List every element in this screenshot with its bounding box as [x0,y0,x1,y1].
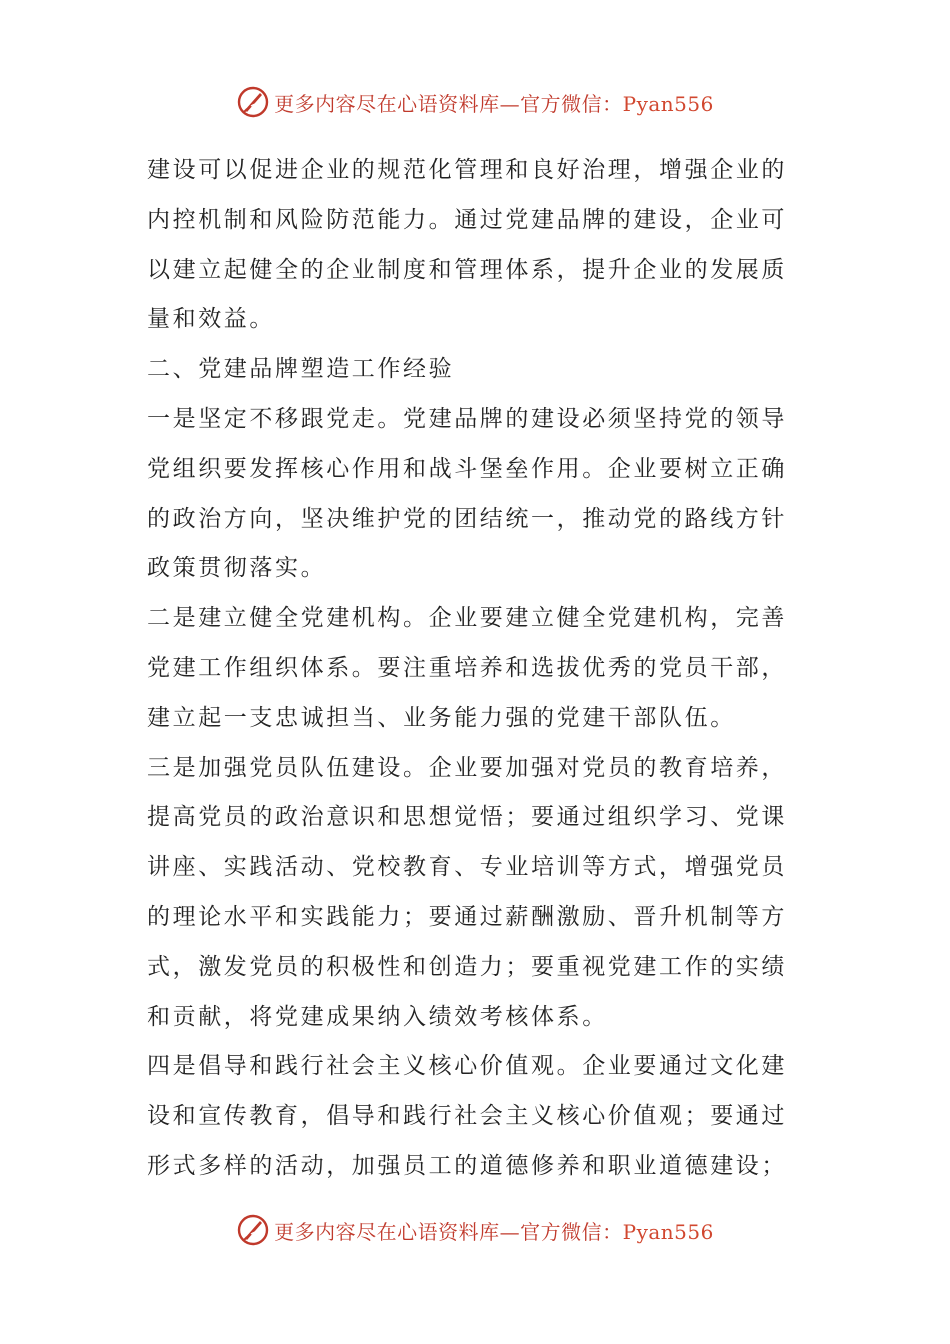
quill-logo-icon [236,1213,270,1247]
text-line: 量和效益。 [147,306,275,333]
text-line: 形式多样的活动，加强员工的道德修养和职业道德建设； [147,1152,787,1179]
text-line: 讲座、实践活动、党校教育、专业培训等方式，增强党员 [147,854,787,881]
text-line: 设和宣传教育，倡导和践行社会主义核心价值观；要通过 [147,1103,787,1130]
banner-slogan: 更多内容尽在心语资料库—官方微信： [274,1219,623,1244]
document-body [147,146,807,1192]
text-line: 建立起一支忠诚担当、业务能力强的党建干部队伍。 [147,704,736,731]
text-line: 三是加强党员队伍建设。企业要加强对党员的教育培养， [147,754,787,781]
section-heading: 二、党建品牌塑造工作经验 [147,356,455,383]
text-line: 党建工作组织体系。要注重培养和选拔优秀的党员干部， [147,654,787,681]
quill-logo-icon [236,85,270,119]
text-line: 提高党员的政治意识和思想觉悟；要通过组织学习、党课 [147,804,787,831]
banner-text [274,88,714,117]
text-line: 政策贯彻落实。 [147,555,327,582]
text-line: 和贡献，将党建成果纳入绩效考核体系。 [147,1003,608,1030]
header-banner [0,82,950,122]
text-line: 式，激发党员的积极性和创造力；要重视党建工作的实绩 [147,953,787,980]
text-line: 内控机制和风险防范能力。通过党建品牌的建设，企业可 [147,206,787,233]
text-line: 二是建立健全党建机构。企业要建立健全党建机构，完善 [147,605,787,632]
text-line: 以建立起健全的企业制度和管理体系，提升企业的发展质 [147,256,787,283]
footer-banner [0,1210,950,1250]
text-line: 的政治方向，坚决维护党的团结统一，推动党的路线方针 [147,505,787,532]
text-line: 四是倡导和践行社会主义核心价值观。企业要通过文化建 [147,1053,787,1080]
text-line: 一是坚定不移跟党走。党建品牌的建设必须坚持党的领导 [147,405,787,432]
wechat-id: Pyan556 [622,91,714,116]
text-line: 的理论水平和实践能力；要通过薪酬激励、晋升机制等方 [147,903,787,930]
banner-text [274,1216,714,1245]
text-line: 党组织要发挥核心作用和战斗堡垒作用。企业要树立正确 [147,455,787,482]
banner-slogan: 更多内容尽在心语资料库—官方微信： [274,91,623,116]
text-line: 建设可以促进企业的规范化管理和良好治理，增强企业的 [147,157,787,183]
wechat-id: Pyan556 [622,1219,714,1244]
